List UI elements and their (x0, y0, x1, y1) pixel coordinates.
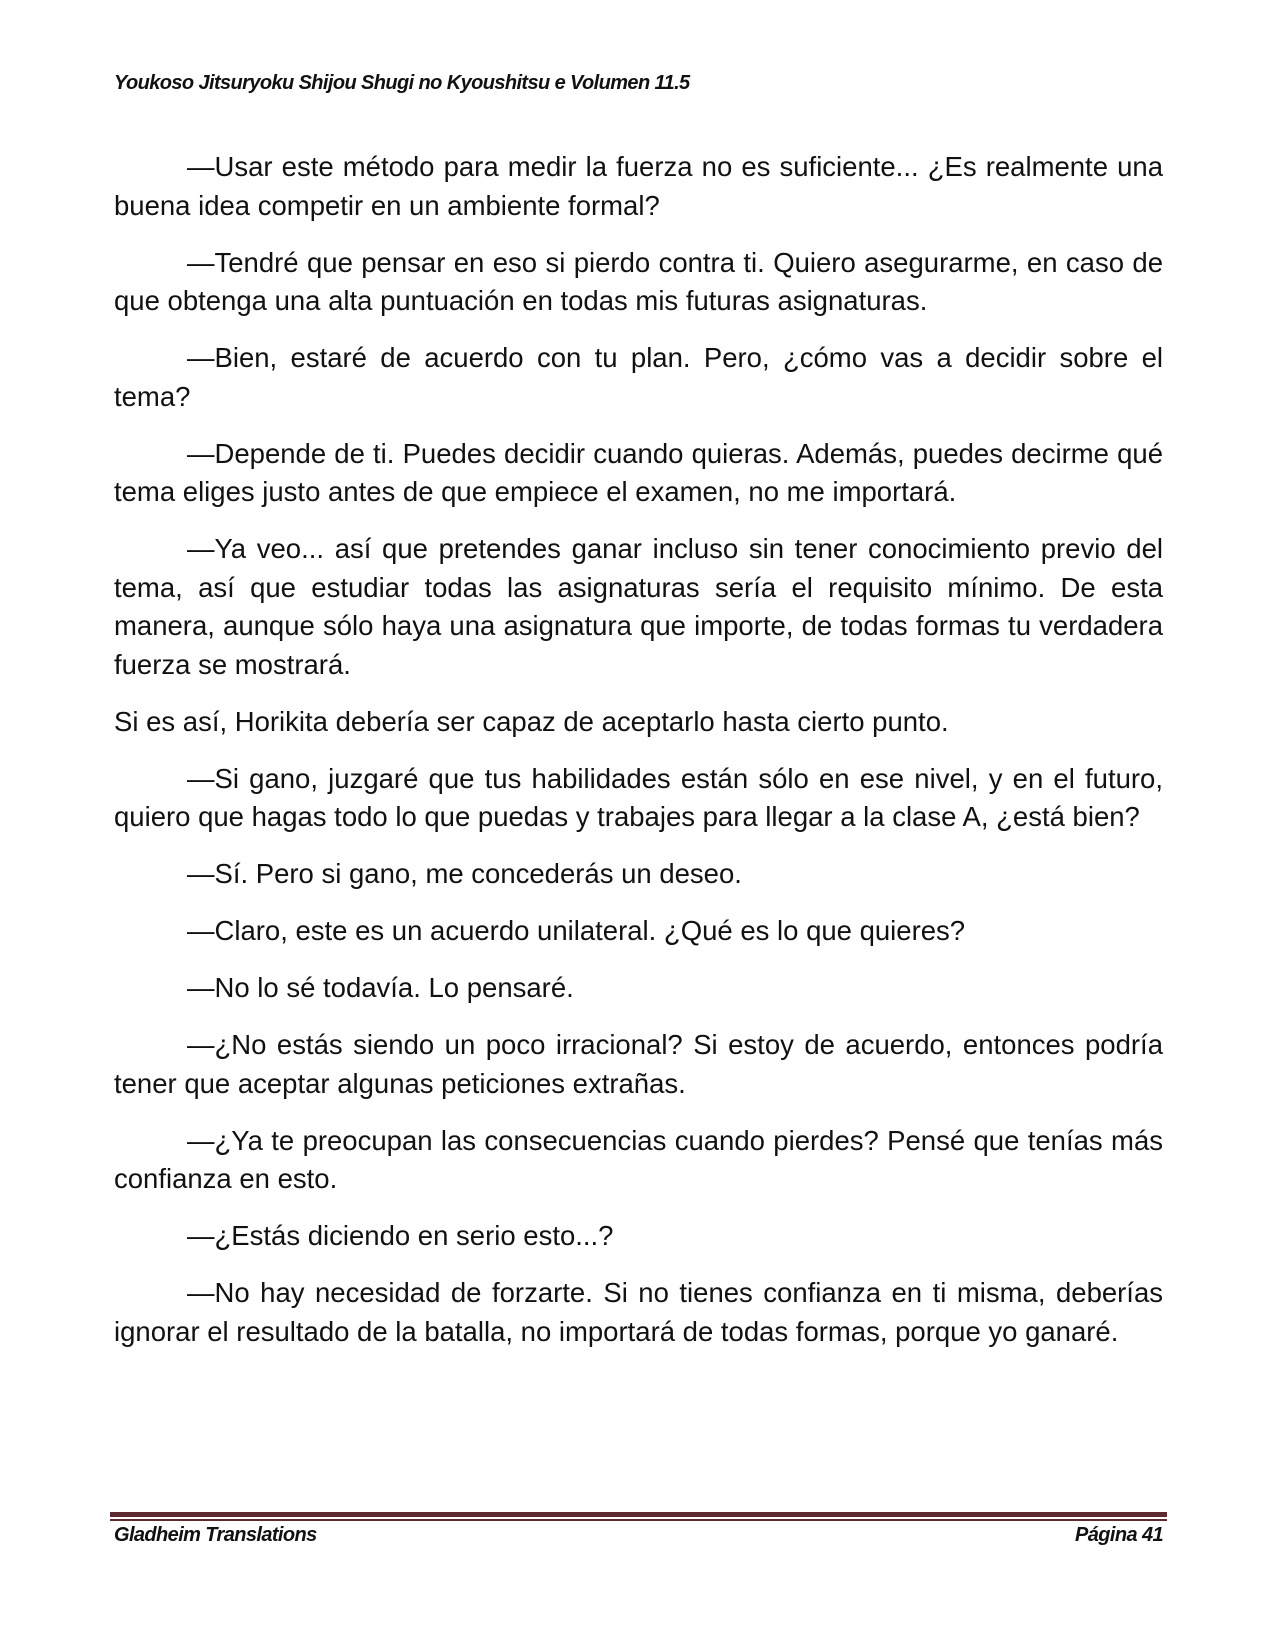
page-number: Página 41 (1075, 1524, 1163, 1546)
paragraph: —Tendré que pensar en eso si pierdo contra ti. Quiero asegurarme, en caso de que obtenga una alta puntuación en todas mis futuras asignaturas. (114, 246, 1163, 316)
footer-rule-thin (110, 1519, 1167, 1521)
paragraph: —No lo sé todavía. Lo pensaré. (187, 972, 574, 1003)
paragraph: —Usar este método para medir la fuerza no es suficiente... ¿Es realmente una buena idea competir en un ambiente formal? (114, 151, 1163, 221)
paragraph: —Bien, estaré de acuerdo con tu plan. Pero, ¿cómo vas a decidir sobre el tema? (114, 342, 1163, 412)
paragraph: Si es así, Horikita debería ser capaz de aceptarlo hasta cierto punto. (114, 705, 949, 737)
paragraph: —Ya veo... así que pretendes ganar incluso sin tener conocimiento previo del tema, así que estudiar todas las asignaturas sería el requisito mínimo. De esta manera, aunque sólo haya una asignatura que importe, de todas formas tu verdadera fuerza se mostrará. (114, 533, 1163, 680)
paragraph: —¿Estás diciendo en serio esto...? (187, 1220, 614, 1251)
footer-rule-thick (110, 1512, 1167, 1517)
page-footer (114, 1524, 1163, 1547)
paragraph: —¿No estás siendo un poco irracional? Si estoy de acuerdo, entonces podría tener que aceptar algunas peticiones extrañas. (114, 1029, 1163, 1099)
paragraph: —Claro, este es un acuerdo unilateral. ¿Qué es lo que quieres? (187, 915, 966, 946)
running-header: Youkoso Jitsuryoku Shijou Shugi no Kyoushitsu e Volumen 11.5 (114, 72, 690, 94)
paragraph: —Depende de ti. Puedes decidir cuando quieras. Además, puedes decirme qué tema eliges justo antes de que empiece el examen, no me importará. (114, 437, 1163, 507)
paragraph: —Sí. Pero si gano, me concederás un deseo. (187, 858, 742, 889)
paragraph: —¿Ya te preocupan las consecuencias cuando pierdes? Pensé que tenías más confianza en esto. (114, 1124, 1163, 1194)
footer-publisher: Gladheim Translations (114, 1524, 317, 1546)
footer-rule (110, 1512, 1167, 1521)
paragraph: —No hay necesidad de forzarte. Si no tienes confianza en ti misma, deberías ignorar el resultado de la batalla, no importará de todas formas, porque yo ganaré. (114, 1277, 1163, 1347)
document-body (114, 148, 1163, 1370)
paragraph: —Si gano, juzgaré que tus habilidades están sólo en ese nivel, y en el futuro, quiero que hagas todo lo que puedas y trabajes para llegar a la clase A, ¿está bien? (114, 762, 1163, 832)
